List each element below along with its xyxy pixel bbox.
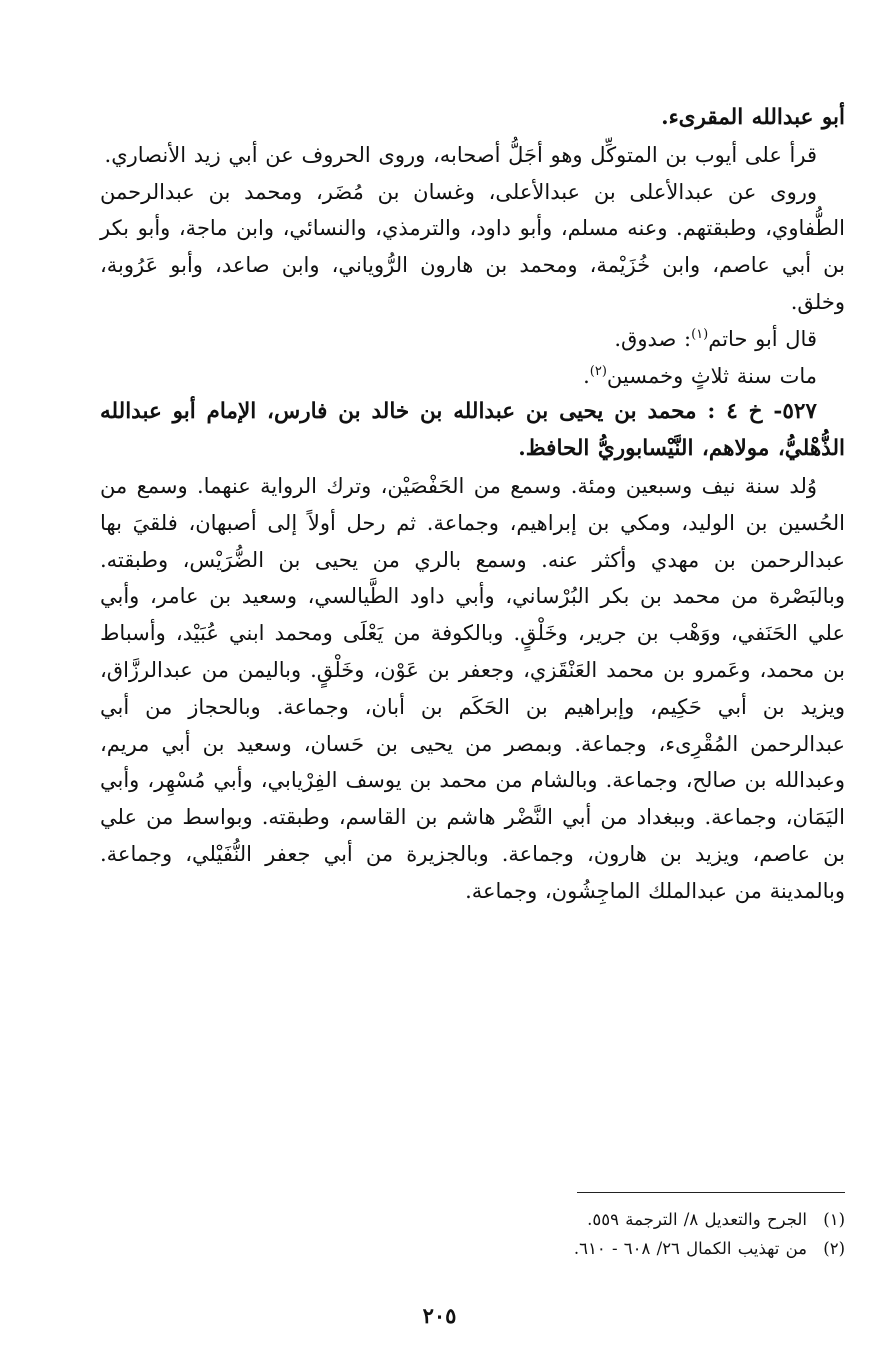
death-tail: .	[583, 363, 590, 388]
footnote-2	[100, 1234, 845, 1263]
entry-heading: ٥٢٧- خ ٤ : محمد بن يحيى بن عبدالله بن خالد بن فارس، الإمام أبو عبدالله الذُّهْليُّ، مولاهم، النَّيْسابوريُّ الحافظ.	[100, 399, 845, 462]
death-text: مات سنة ثلاثٍ وخمسين	[606, 363, 817, 388]
footnote-ref-2: (٢)	[589, 363, 607, 379]
paragraph-death	[100, 358, 845, 395]
paragraph-narrators: وروى عن عبدالأعلى بن عبدالأعلى، وغسان بن مُضَر، ومحمد بن عبدالرحمن الطُّفاوي، وطبقتهم. وعنه مسلم، وأبو داود، والترمذي، والنسائي، وابن ماجة، وأبو بكر بن أبي عاصم، وابن خُزَيْمة، ومحمد بن هارون الرُّوياني، وابن صاعد، وأبو عَرُوبة، وخلق.	[100, 179, 845, 314]
entry-tail-line: أبو عبدالله المقرىء.	[661, 105, 845, 130]
paragraph-qira: قرأ على أيوب بن المتوكِّل وهو أجَلُّ أصحابه، وروى الحروف عن أبي زيد الأنصاري.	[104, 142, 817, 167]
footnote-number: (٢)	[823, 1239, 845, 1258]
page-body	[100, 100, 845, 910]
paragraph-abu-hatim	[100, 321, 845, 358]
paragraph-biography: وُلد سنة نيف وسبعين ومئة. وسمع من الحَفْصَيْن، وترك الرواية عنهما. وسمع من الحُسين بن الوليد، ومكي بن إبراهيم، وجماعة. ثم رحل أولاً إلى أصبهان، فلقيَ بها عبدالرحمن بن مهدي وأكثر عنه. وسمع بالري من يحيى بن الضُّرَيْس، وطبقته. وبالبَصْرة من محمد بن بكر البُرْساني، وأبي داود الطَّيالسي، وسعيد بن عامر، وأبي علي الحَنَفي، ووَهْب بن جرير، وخَلْقٍ. وبالكوفة من يَعْلَى ومحمد ابني عُبَيْد، وأسباط بن محمد، وعَمرو بن محمد العَنْقَزي، وجعفر بن عَوْن، وخَلْقٍ. وباليمن من عبدالرزَّاق، ويزيد بن أبي حَكِيم، وإبراهيم بن الحَكَم بن أبان، وجماعة. وبالحجاز من أبي عبدالرحمن المُقْرِىء، وجماعة. وبمصر من يحيى بن حَسان، وسعيد بن أبي مريم، وعبدالله بن صالح، وجماعة. وبالشام من محمد بن يوسف الفِرْيابي، وأبي مُسْهِر، وأبي اليَمَان، وجماعة. وببغداد من أبي النَّضْر هاشم بن القاسم، وطبقته. وبواسط من علي بن عاصم، ويزيد بن هارون، وجماعة. وبالجزيرة من أبي جعفر النُّفَيْلي، وجماعة. وبالمدينة من عبدالملك الماجِشُون، وجماعة.	[100, 473, 845, 903]
abu-hatim-tail: : صدوق.	[614, 326, 692, 351]
abu-hatim-text: قال أبو حاتم	[708, 326, 817, 351]
footnote-divider	[577, 1192, 845, 1193]
footnotes	[100, 1192, 845, 1263]
footnote-number: (١)	[823, 1210, 845, 1229]
footnote-text: من تهذيب الكمال ٢٦/ ٦٠٨ - ٦١٠.	[573, 1239, 807, 1258]
footnote-text: الجرح والتعديل ٨/ الترجمة ٥٥٩.	[587, 1210, 807, 1229]
footnote-ref-1: (١)	[691, 326, 709, 342]
page-number: ٢٠٥	[422, 1303, 457, 1328]
footnote-1	[100, 1205, 845, 1234]
